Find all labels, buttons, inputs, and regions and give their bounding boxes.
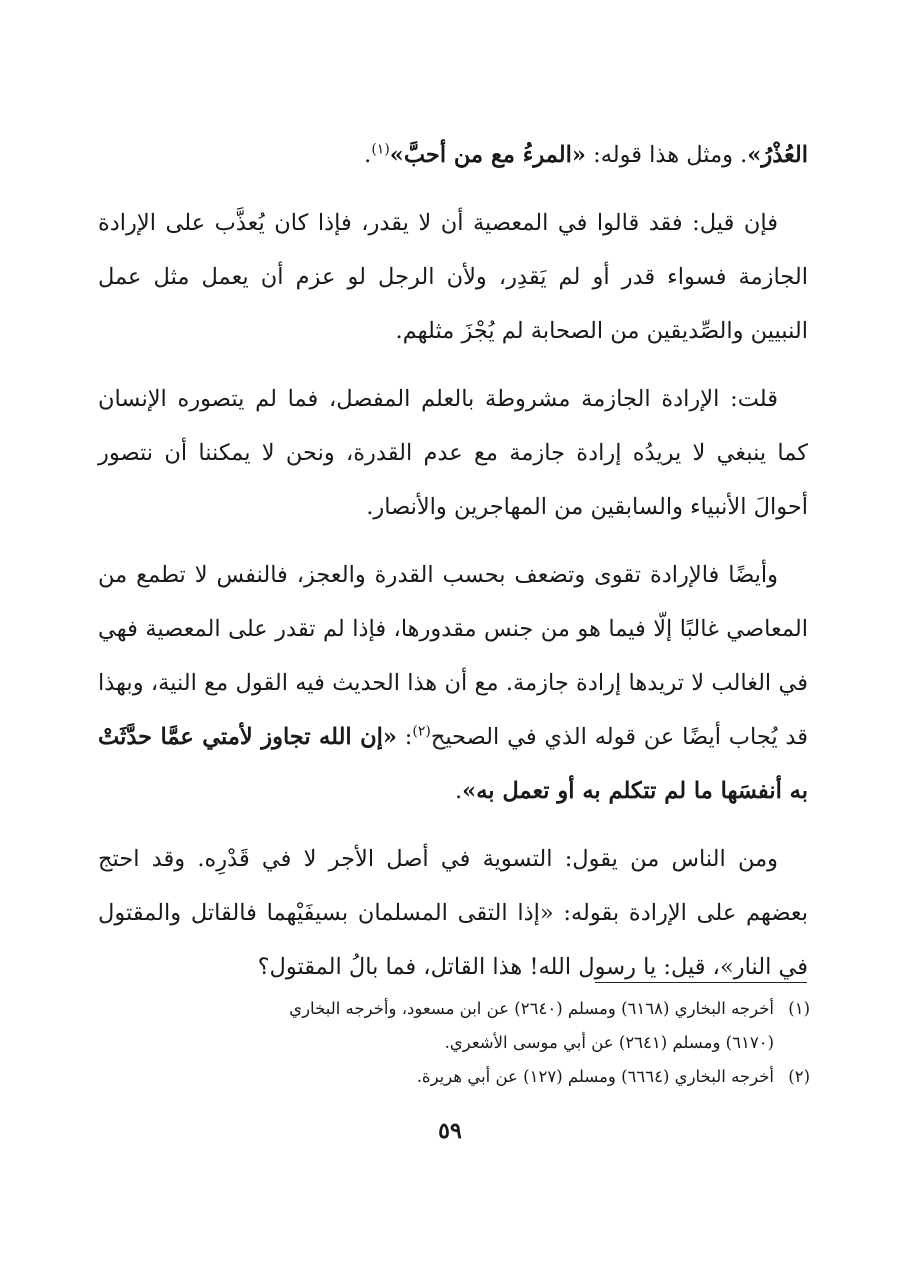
footnote-2 [100,1060,810,1094]
paragraph-4 [98,548,808,818]
footnote-number: (١) [788,999,810,1018]
footnote-ref-2: (٢) [412,723,431,740]
paragraph-text: : [396,724,413,750]
bold-hadith-quote: «المرءُ مع من أحبَّ» [389,142,586,168]
footnote-number: (٢) [788,1067,810,1086]
footnote-separator [595,982,807,983]
paragraph-text: . [455,778,463,804]
footnote-text: أخرجه البخاري (٦٦٦٤) ومسلم (١٢٧) عن أبي هريرة. [416,1067,774,1086]
bold-quote-end: العُذْرُ» [747,142,808,168]
footnotes [100,992,810,1094]
footnote-text-continued: (٦١٧٠) ومسلم (٢٦٤١) عن أبي موسى الأشعري. [444,1033,774,1052]
paragraph-1 [98,128,808,182]
bold-hadith-quote: «إن الله تجاوز لأمتي عمَّا حدَّثَتْ به أنفسَها ما لم تتكلم به أو تعمل به» [98,724,808,804]
main-text [98,128,808,1008]
paragraph-2: فإن قيل: فقد قالوا في المعصية أن لا يقدر، فإذا كان يُعذَّب على الإرادة الجازمة فسواء قدر أو لم يَقدِر، ولأن الرجل لو عزم أن يعمل مثل عمل النبيين والصِّديقين من الصحابة لم يُجْزَ مثلهم. [98,210,808,344]
paragraph-text: . ومثل هذا قوله: [585,142,748,168]
page-number: ٥٩ [438,1118,462,1144]
paragraph-text: . [364,142,372,168]
footnote-1 [100,992,810,1060]
footnote-text: أخرجه البخاري (٦١٦٨) ومسلم (٢٦٤٠) عن ابن مسعود، وأخرجه البخاري [289,999,774,1018]
footnote-ref-1: (١) [371,141,390,158]
paragraph-3: قلت: الإرادة الجازمة مشروطة بالعلم المفصل، فما لم يتصوره الإنسان كما ينبغي لا يريدُه إرادة جازمة مع عدم القدرة، ونحن لا يمكننا أن نتصور أحوالَ الأنبياء والسابقين من المهاجرين والأنصار. [98,386,808,520]
paragraph-5: ومن الناس من يقول: التسوية في أصل الأجر لا في قَدْرِه. وقد احتج بعضهم على الإرادة بقوله: «إذا التقى المسلمان بسيفَيْهما فالقاتل والمقتول في النار»، قيل: يا رسول الله! هذا القاتل، فما بالُ المقتول؟ [98,846,808,980]
paragraph-text: وأيضًا فالإرادة تقوى وتضعف بحسب القدرة والعجز، فالنفس لا تطمع من المعاصي غالبًا إلّا فيما هو من جنس مقدورها، فإذا لم تقدر على المعصية فهي في الغالب لا تريدها إرادة جازمة. مع أن هذا الحديث فيه القول مع النية، وبهذا قد يُجاب أيضًا عن قوله الذي في الصحيح [98,562,808,750]
